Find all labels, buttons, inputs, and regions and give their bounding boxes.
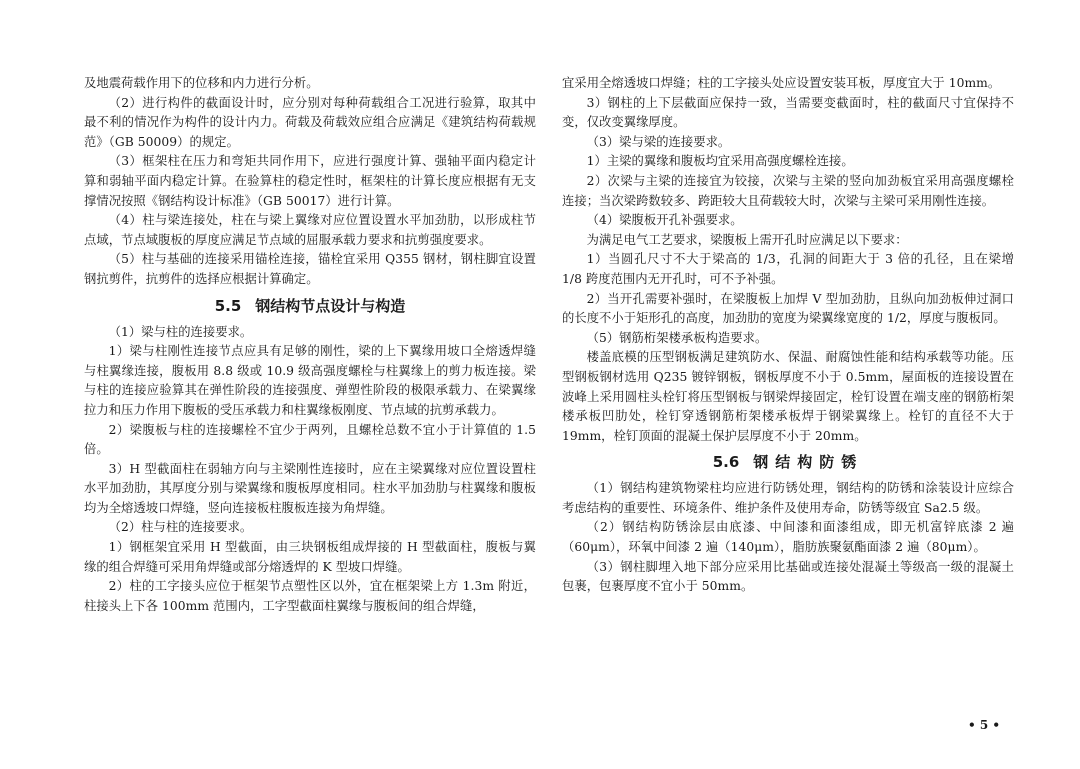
left-paragraph: 1）钢框架宜采用 H 型截面，由三块钢板组成焊接的 H 型截面柱，腹板与翼缘的组合焊缝可采用角焊缝或部分熔透焊的 K 型坡口焊缝。 [84, 540, 536, 574]
left-paragraph: （4）柱与梁连接处，柱在与梁上翼缘对应位置设置水平加劲肋，以形成柱节点域，节点域腹板的厚度应满足节点域的屈服承载力要求和抗剪强度要求。 [84, 213, 536, 247]
right-paragraph: （3）梁与梁的连接要求。 [586, 134, 731, 149]
right-column [562, 74, 1014, 597]
right-paragraph: （2）钢结构防锈涂层由底漆、中间漆和面漆组成，即无机富锌底漆 2 遍（60μm），环氧中间漆 2 遍（140μm），脂肪族聚氨酯面漆 2 遍（80μm）。 [562, 520, 1014, 555]
right-paragraph: （3）钢柱脚埋入地下部分应采用比基础或连接处混凝土等级高一级的混凝土包裹，包裹厚度不宜小于 50mm。 [562, 559, 1014, 594]
left-paragraph: （3）框架柱在压力和弯矩共同作用下，应进行强度计算、强轴平面内稳定计算和弱轴平面内稳定计算。在验算柱的稳定性时，框架柱的计算长度应根据有无支撑情况按照《钢结构设计标准》（GB 50017）进行计算。 [84, 154, 536, 208]
page-number: • 5 • [968, 718, 1001, 732]
right-paragraph: 2）当开孔需要补强时，在梁腹板上加焊 V 型加劲肋，且纵向加劲板伸过洞口的长度不小于矩形孔的高度，加劲肋的宽度为梁翼缘宽度的 1/2，厚度与腹板同。 [562, 291, 1014, 326]
left-paragraph: （1）梁与柱的连接要求。 [108, 324, 253, 339]
section-title: 钢结构防锈 [753, 453, 864, 472]
right-paragraph: （5）钢筋桁架楼承板构造要求。 [586, 330, 768, 345]
right-paragraph: 3）钢柱的上下层截面应保持一致，当需要变截面时，柱的截面尺寸宜保持不变，仅改变翼缘厚度。 [562, 95, 1014, 130]
right-paragraph: 楼盖底模的压型钢板满足建筑防水、保温、耐腐蚀性能和结构承载等功能。压型钢板钢材选用 Q235 镀锌钢板，钢板厚度不小于 0.5mm，屋面板的连接设置在波峰上采用圆柱头栓钉将压型钢板与钢梁焊接固定，栓钉设置在端支座的钢筋桁架楼承板凹肋处，栓钉穿透钢筋桁架楼承板焊于钢梁翼缘上。栓钉的直径不大于 19mm，栓钉顶面的混凝土保护层厚度不小于 20mm。 [562, 350, 1014, 443]
right-paragraph: 1）主梁的翼缘和腹板均宜采用高强度螺栓连接。 [586, 154, 854, 169]
right-paragraph: 2）次梁与主梁的连接宜为铰接，次梁与主梁的竖向加劲板宜采用高强度螺栓连接；当次梁跨数较多、跨距较大且荷载较大时，次梁与主梁可采用刚性连接。 [562, 173, 1014, 208]
left-paragraph: （2）柱与柱的连接要求。 [108, 520, 253, 535]
section-title: 钢结构节点设计与构造 [255, 296, 406, 315]
left-paragraph: 1）梁与柱刚性连接节点应具有足够的刚性，梁的上下翼缘用坡口全熔透焊缝与柱翼缘连接，腹板用 8.8 级或 10.9 级高强度螺栓与柱翼缘上的剪力板连接。梁与柱的连接应验算其在弹性阶段的连接强度、弹塑性阶段的极限承载力、在梁翼缘拉力和压力作用下腹板的受压承载力和柱翼缘板刚度、节点域的抗剪承载力。 [84, 344, 536, 417]
right-paragraph: （1）钢结构建筑物梁柱均应进行防锈处理，钢结构的防锈和涂装设计应综合考虑结构的重要性、环境条件、维护条件及使用寿命，防锈等级宜 Sa2.5 级。 [562, 481, 1014, 515]
section-number: 5.5 [214, 296, 242, 315]
left-paragraph: 3）H 型截面柱在弱轴方向与主梁刚性连接时，应在主梁翼缘对应位置设置柱水平加劲肋，其厚度分别与梁翼缘和腹板厚度相同。柱水平加劲肋与柱翼缘和腹板均为全熔透坡口焊缝，竖向连接板柱腹板连接为角焊缝。 [84, 461, 536, 515]
right-section-heading [562, 451, 1014, 473]
left-paragraph: 2）柱的工字接头应位于框架节点塑性区以外，宜在框架梁上方 1.3m 附近，柱接头上下各 100mm 范围内，工字型截面柱翼缘与腹板间的组合焊缝， [84, 579, 536, 613]
left-paragraph: 2）梁腹板与柱的连接螺栓不宜少于两列，且螺栓总数不宜小于计算值的 1.5 倍。 [84, 422, 536, 457]
right-paragraph: （4）梁腹板开孔补强要求。 [586, 213, 743, 228]
section-number: 5.6 [712, 453, 740, 472]
right-paragraph: 宜采用全熔透坡口焊缝；柱的工字接头处应设置安装耳板，厚度宜大于 10mm。 [562, 76, 1001, 90]
left-paragraph: 及地震荷载作用下的位移和内力进行分析。 [84, 76, 319, 90]
left-paragraph: （5）柱与基础的连接采用锚栓连接，锚栓宜采用 Q355 钢材，钢柱脚宜设置钢抗剪件，抗剪件的选择应根据计算确定。 [84, 252, 536, 286]
left-column [84, 74, 536, 616]
right-paragraph: 1）当圆孔尺寸不大于梁高的 1/3，孔洞的间距大于 3 倍的孔径，且在梁增 1/8 跨度范围内无开孔时，可不予补强。 [562, 252, 1014, 286]
right-paragraph: 为满足电气工艺要求，梁腹板上需开孔时应满足以下要求： [586, 232, 908, 247]
left-paragraph: （2）进行构件的截面设计时，应分别对每种荷载组合工况进行验算，取其中最不利的情况作为构件的设计内力。荷载及荷载效应组合应满足《建筑结构荷载规范》（GB 50009）的规定。 [84, 95, 536, 149]
left-section-heading [84, 295, 536, 317]
